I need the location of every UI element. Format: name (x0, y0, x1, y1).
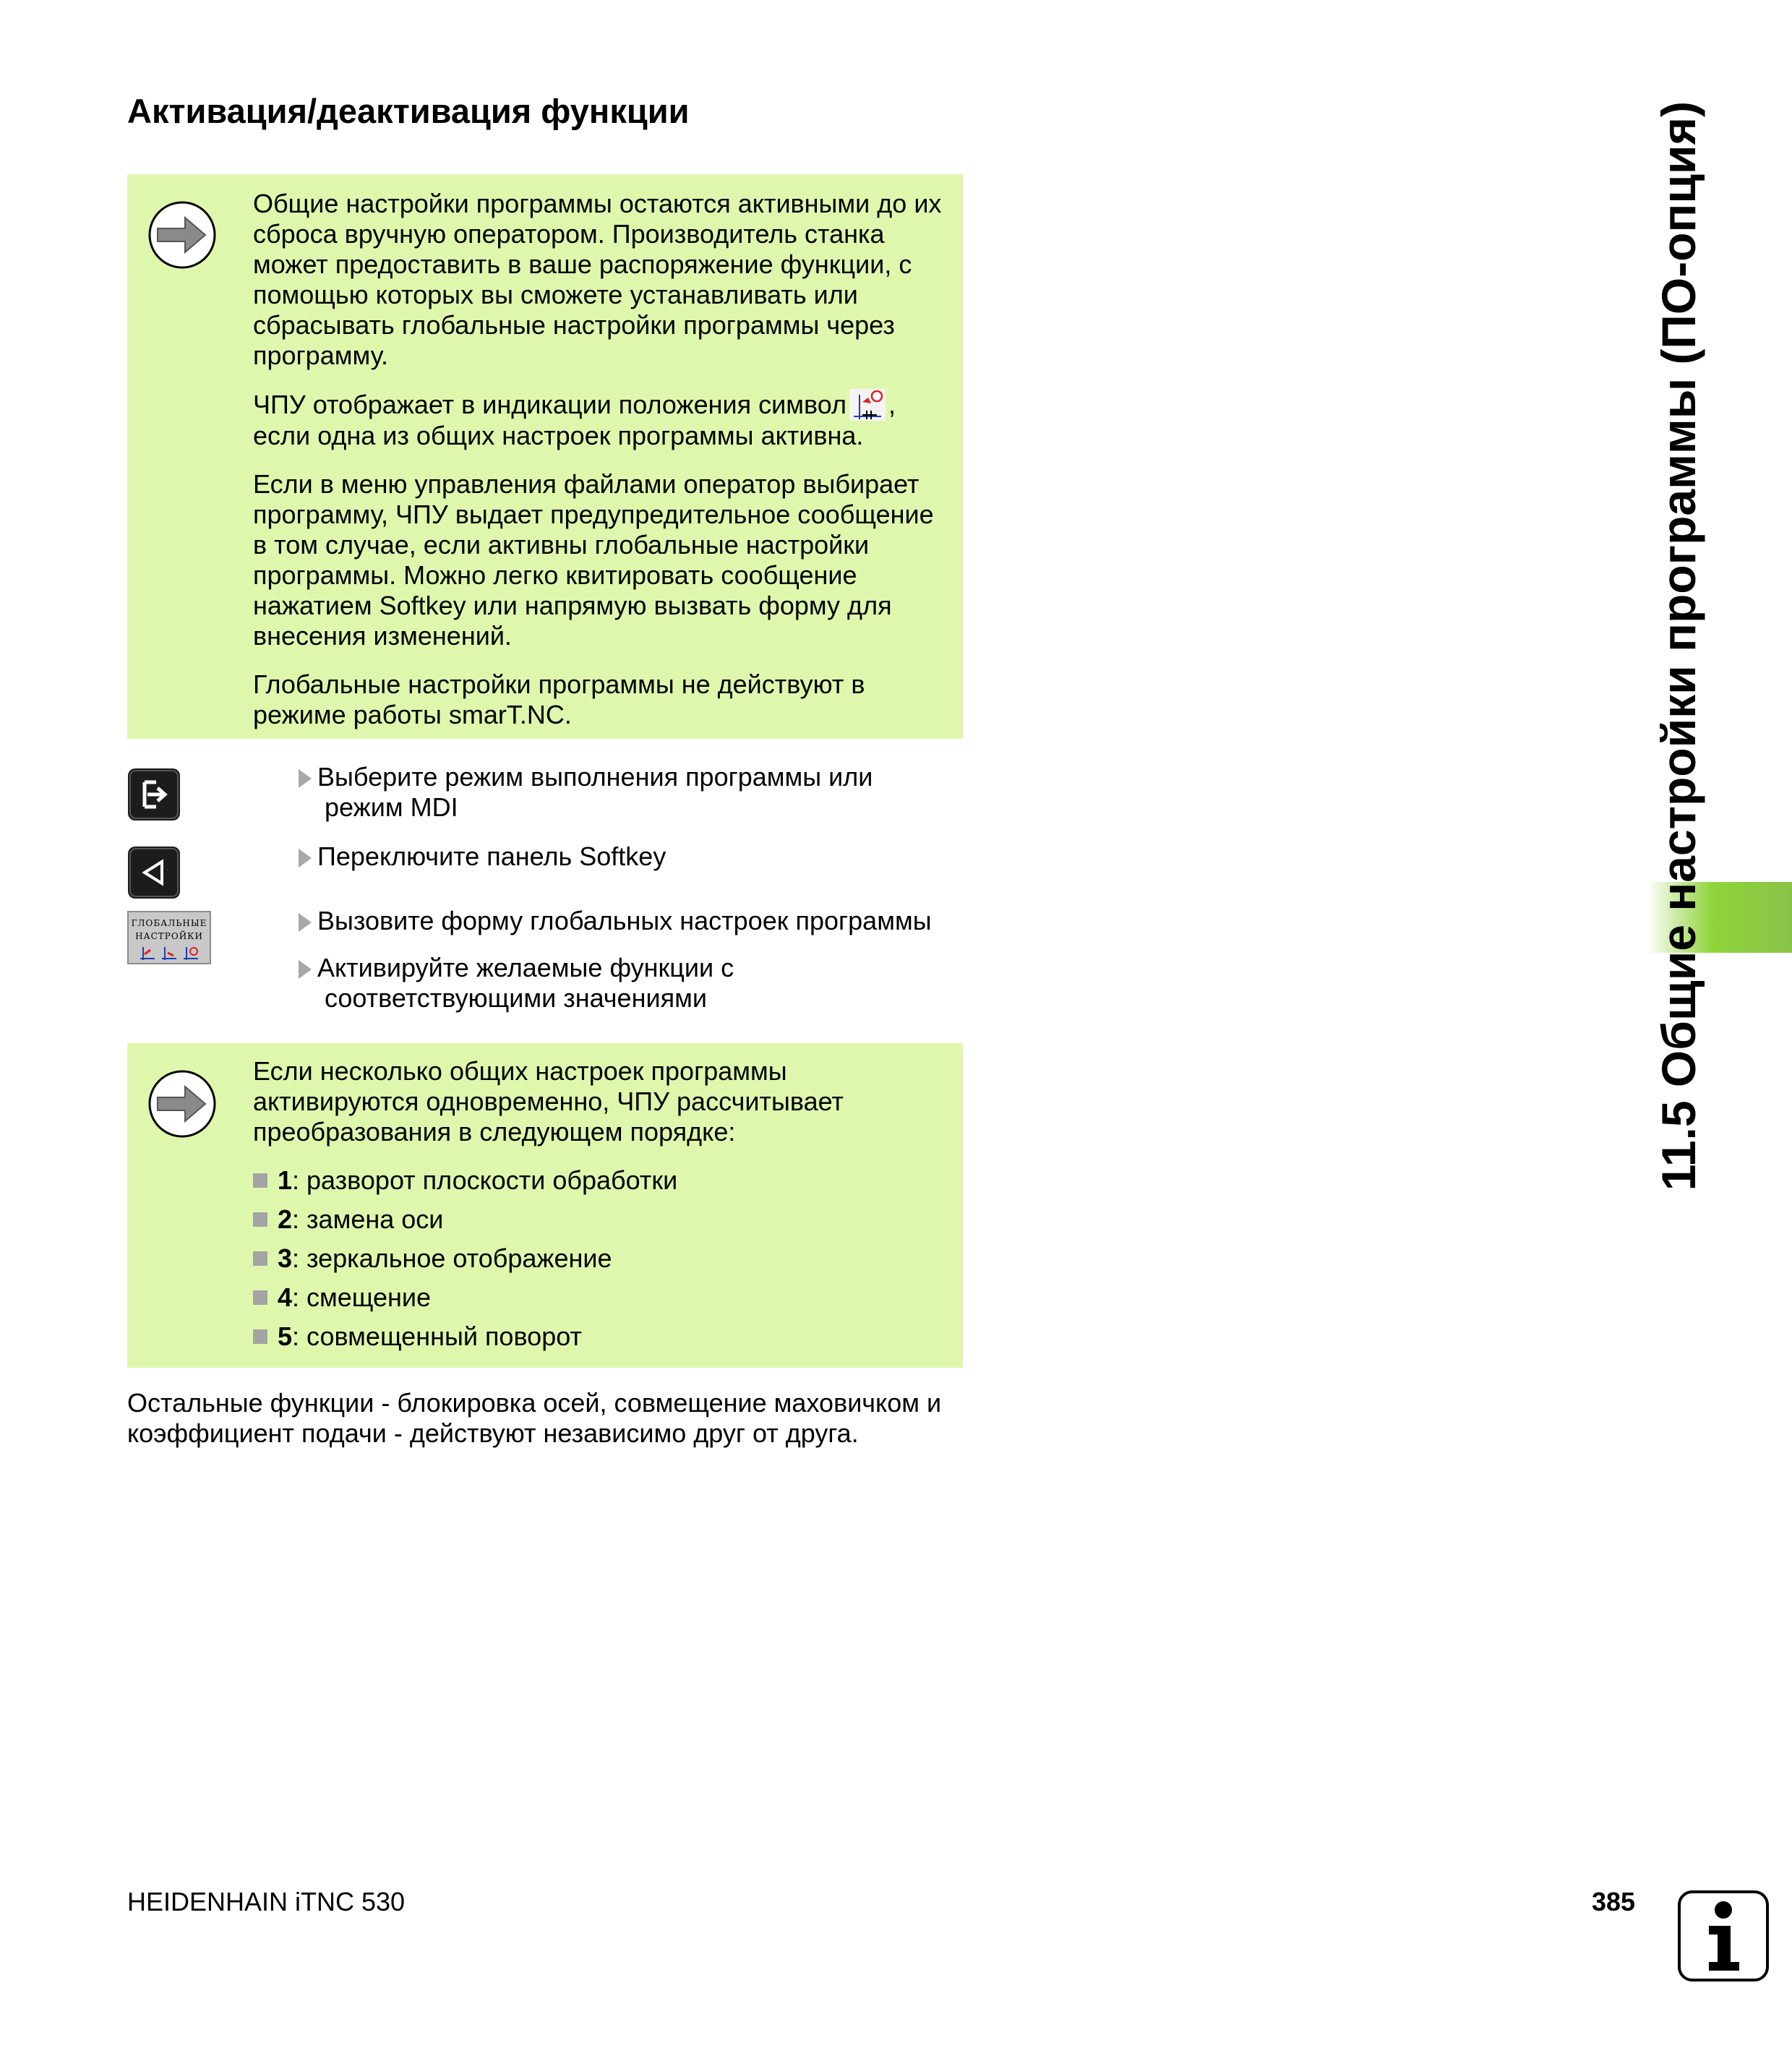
step-3-line-1: Вызовите форму глобальных настроек программы (317, 906, 932, 935)
softkey-pictograms-icon (137, 944, 202, 961)
triangle-bullet-icon (299, 849, 312, 867)
list-item (253, 1204, 948, 1243)
softkey-line-1: ГЛОБАЛЬНЫЕ (131, 918, 207, 928)
square-bullet-icon (253, 1329, 267, 1344)
note-1-paragraph-2 (253, 389, 948, 451)
section-heading: Активация/деактивация функции (127, 92, 690, 130)
triangle-bullet-icon (299, 913, 312, 932)
note-2-intro: Если несколько общих настроек программы активируются одновременно, ЧПУ рассчитывает преобразования в следующем порядке: (253, 1056, 844, 1147)
triangle-bullet-icon (299, 769, 312, 788)
item-number: 5 (278, 1321, 293, 1351)
note-box-2 (127, 1043, 963, 1368)
item-text: : замена оси (292, 1204, 444, 1234)
global-settings-status-symbol-icon (849, 389, 886, 421)
program-run-key-icon[interactable] (127, 768, 181, 821)
transform-order-list (253, 1165, 948, 1361)
square-bullet-icon (253, 1173, 267, 1188)
step-1 (299, 762, 971, 823)
side-chapter-title-text: 11.5 Общие настройки программы (ПО-опция) (1652, 101, 1705, 1191)
list-item (253, 1165, 948, 1204)
global-settings-softkey-icon[interactable] (127, 911, 211, 964)
square-bullet-icon (253, 1290, 267, 1305)
step-3 (299, 906, 971, 936)
step-4 (299, 953, 971, 1014)
item-text: : разворот плоскости обработки (292, 1165, 678, 1195)
softkey-line-2: НАСТРОЙКИ (135, 931, 203, 941)
closing-paragraph: Остальные функции - блокировка осей, совмещение маховичком и коэффициент подачи - действуют независимо друг от друга. (127, 1388, 942, 1448)
note-1-text (253, 189, 948, 748)
item-text: : совмещенный поворот (292, 1321, 582, 1351)
note-1-paragraph-3: Если в меню управления файлами оператор выбирает программу, ЧПУ выдает предупредительное сообщение в том случае, если активны глобальные настройки программы. Можно легко квитировать сообщение нажатием Softkey или напрямую вызвать форму для внесения изменений. (253, 469, 934, 651)
note-1-paragraph-4: Глобальные настройки программы не действуют в режиме работы smarT.NC. (253, 669, 865, 729)
item-number: 2 (278, 1204, 293, 1234)
list-item (253, 1321, 948, 1361)
arrow-right-icon (147, 1069, 217, 1139)
note-box-1 (127, 174, 963, 739)
triangle-bullet-icon (299, 960, 312, 979)
note-1-paragraph-1: Общие настройки программы остаются активными до их сброса вручную оператором. Производитель станка может предоставить в ваше распоряжение функции, с помощью которых вы сможете устанавливать или сбрасывать глобальные настройки программы через программу. (253, 189, 942, 370)
step-4-line-1: Активируйте желаемые функции с (317, 953, 734, 982)
note-1-p2-before: ЧПУ отображает в индикации положения символ (253, 390, 846, 419)
step-1-line-1: Выберите режим выполнения программы или (317, 762, 873, 792)
note-1-p2-after: , если одна из общих настроек программы активна. (253, 390, 896, 450)
square-bullet-icon (253, 1212, 267, 1227)
square-bullet-icon (253, 1251, 267, 1266)
item-number: 3 (278, 1243, 293, 1273)
item-text: : смещение (292, 1282, 432, 1312)
softkey-switch-key-icon[interactable] (127, 846, 181, 899)
arrow-right-icon (147, 200, 217, 270)
item-number: 4 (278, 1282, 293, 1312)
item-text: : зеркальное отображение (292, 1243, 612, 1273)
step-2 (299, 841, 971, 872)
list-item (253, 1243, 948, 1282)
step-2-line-1: Переключите панель Softkey (317, 841, 666, 871)
info-icon (1677, 1890, 1770, 1982)
footer-product: HEIDENHAIN iTNC 530 (127, 1887, 406, 1916)
item-number: 1 (278, 1165, 293, 1195)
page-number: 385 (1592, 1887, 1636, 1916)
note-2-text (253, 1056, 948, 1361)
list-item (253, 1282, 948, 1321)
step-4-line-2: соответствующими значениями (325, 983, 707, 1013)
step-1-line-2: режим MDI (325, 792, 458, 822)
